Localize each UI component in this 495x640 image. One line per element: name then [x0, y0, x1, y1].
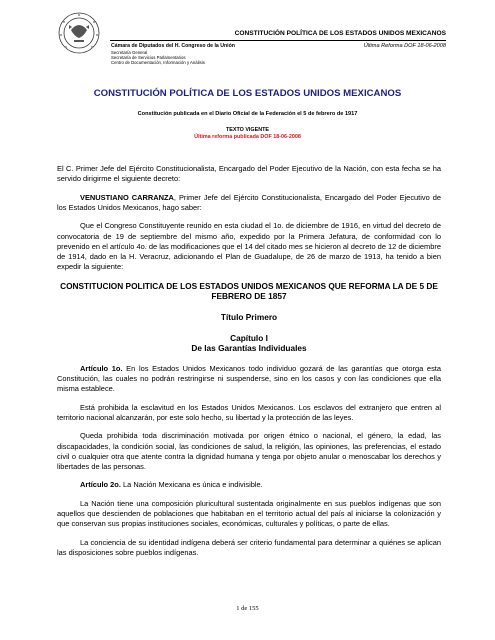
secretaria-servicios: Secretaría de Servicios Parlamentarios [111, 54, 186, 60]
paragraph-nacion: La Nación tiene una composición pluricultural sustentada originalmente en sus pueblos indígenas que son aquellos que descienden de poblaciones que habitaban en el territorio actual del país al iniciarse la colonización y que conservan sus propias instituciones sociales, económicas, culturales y políticas, o parte de ellas. [57, 498, 441, 529]
secretaria-general: Secretaría General [111, 49, 148, 55]
paragraph-congreso: Que el Congreso Constituyente reunido en esta ciudad el 1o. de diciembre de 1916, en virtud del decreto de convocatoria de 19 de septiembre del mismo año, expedido por la Primera Jefatura, de conformidad con lo prevenido en el artículo 4o. de las modificaciones que el 14 del citado mes se hicieron al decreto de 12 de diciembre de 1914, dado en la H. Veracruz, adicionando el Plan de Guadalupe, de 26 de marzo de 1913, ha tenido a bien expedir la siguiente: [57, 221, 441, 272]
publication-note: Constitución publicada en el Diario Oficial de la Federación el 5 de febrero de 1917 [137, 111, 358, 117]
constitution-heading: CONSTITUCION POLITICA DE LOS ESTADOS UNIDOS MEXICANOS QUE REFORMA LA DE 5 DE FEBRERO DE 1857 [60, 280, 438, 302]
header-divider [110, 40, 446, 41]
running-header-title: CONSTITUCIÓN POLÍTICA DE LOS ESTADOS UNIDOS MEXICANOS [234, 30, 446, 37]
paragraph-decree-intro: El C. Primer Jefe del Ejército Constitucionalista, Encargado del Poder Ejecutivo de la Nación, con esta fecha se ha servido dirigirme el siguiente decreto: [57, 164, 441, 184]
document-body [57, 164, 441, 567]
carranza-name: VENUSTIANO CARRANZA [80, 192, 174, 202]
article-2: Artículo 2o. La Nación Mexicana es única e indivisible. [80, 480, 263, 490]
article-2-label: Artículo 2o. [80, 480, 121, 490]
article-1: Artículo 1o. En los Estados Unidos Mexicanos todo individuo gozará de las garantías que otorga esta Constitución, las cuales no podrán restringirse ni suspenderse, sino en los casos y con las condiciones que ella misma establece. [57, 363, 441, 394]
paragraph-carranza: VENUSTIANO CARRANZA, Primer Jefe del Ejército Constitucionalista, Encargado del Poder Ejecutivo de los Estados Unidos Mexicanos, hago saber: [57, 192, 442, 212]
paragraph-conciencia: La conciencia de su identidad indígena deberá ser criterio fundamental para determinar a quiénes se aplican las disposiciones sobre pueblos indígenas. [57, 537, 441, 558]
chamber-name: Cámara de Diputados del H. Congreso de la Unión [111, 43, 235, 49]
article-1-label: Artículo 1o. [80, 363, 123, 373]
seal-icon [52, 8, 106, 56]
page-number: 1 de 155 [236, 605, 259, 612]
garantias-heading: De las Garantías Individuales [191, 343, 307, 354]
texto-vigente: TEXTO VIGENTE [225, 127, 270, 133]
last-reform-published: Última reforma publicada DOF 18-06-2008 [194, 134, 301, 140]
centro-documentacion: Centro de Documentación, Información y Análisis [111, 59, 205, 65]
capitulo-i: Capítulo I [230, 332, 268, 343]
paragraph-discriminacion: Queda prohibida toda discriminación motivada por origen étnico o nacional, el género, la edad, las discapacidades, la condición social, las condiciones de salud, la religión, las opiniones, las preferencias, el estado civil o cualquier otra que atente contra la dignidad humana y tenga por objeto anular o menoscabar los derechos y libertades de las personas. [57, 431, 441, 471]
document-title: CONSTITUCIÓN POLÍTICA DE LOS ESTADOS UNIDOS MEXICANOS [93, 88, 402, 99]
titulo-primero: Título Primero [220, 311, 278, 322]
paragraph-esclavitud: Está prohibida la esclavitud en los Estados Unidos Mexicanos. Los esclavos del extranjero que entren al territorio nacional alcanzarán, por este solo hecho, su libertad y la protección de las leyes. [57, 402, 441, 422]
last-reform-note: Última Reforma DOF 18-06-2008 [363, 43, 446, 49]
